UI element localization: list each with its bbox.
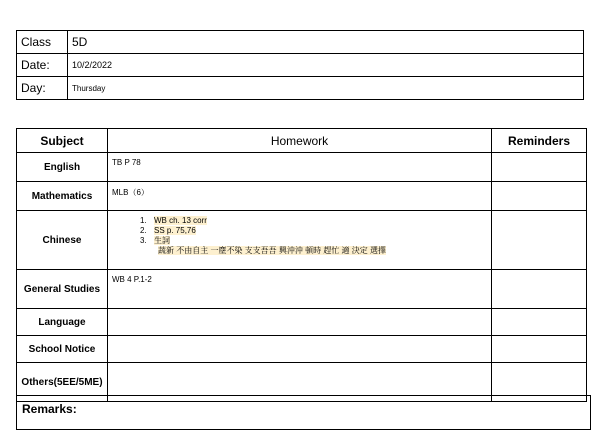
table-row bbox=[17, 153, 587, 182]
class-row bbox=[17, 31, 584, 54]
table-row bbox=[17, 336, 587, 363]
list-number: 1. bbox=[140, 216, 147, 225]
list-item bbox=[140, 236, 491, 246]
list-item-text: WB ch. 13 corr bbox=[154, 216, 207, 225]
class-label: Class bbox=[17, 31, 68, 54]
remarks-label: Remarks: bbox=[22, 402, 77, 416]
subject-general-studies: General Studies bbox=[17, 270, 108, 309]
list-number: 3. bbox=[140, 236, 147, 245]
table-row bbox=[17, 211, 587, 270]
subject-school-notice: School Notice bbox=[17, 336, 108, 363]
subject-mathematics: Mathematics bbox=[17, 182, 108, 211]
day-label: Day: bbox=[17, 77, 68, 100]
homework-mathematics[interactable]: MLB（6） bbox=[108, 182, 492, 211]
day-value: Thursday bbox=[68, 77, 584, 100]
day-row bbox=[17, 77, 584, 100]
date-row bbox=[17, 54, 584, 77]
reminder-mathematics[interactable] bbox=[492, 182, 587, 211]
table-row bbox=[17, 270, 587, 309]
reminder-language[interactable] bbox=[492, 309, 587, 336]
reminder-chinese[interactable] bbox=[492, 211, 587, 270]
list-number: 2. bbox=[140, 226, 147, 235]
class-info-table bbox=[16, 30, 584, 100]
table-row bbox=[17, 309, 587, 336]
list-item-text: 生詞 bbox=[154, 236, 170, 245]
list-item bbox=[140, 226, 491, 236]
vocabulary-list: 蔬新 不由自主 一塵不染 支支吾吾 興沖沖 頓時 趕忙 適 決定 選擇 bbox=[158, 246, 387, 255]
reminder-general-studies[interactable] bbox=[492, 270, 587, 309]
homework-general-studies[interactable]: WB 4 P.1-2 bbox=[108, 270, 492, 309]
list-item bbox=[140, 216, 491, 226]
chinese-homework-list bbox=[112, 216, 491, 246]
date-value: 10/2/2022 bbox=[68, 54, 584, 77]
subject-header: Subject bbox=[17, 129, 108, 153]
reminder-english[interactable] bbox=[492, 153, 587, 182]
subject-chinese: Chinese bbox=[17, 211, 108, 270]
homework-school-notice[interactable] bbox=[108, 336, 492, 363]
remarks-box[interactable] bbox=[16, 395, 591, 430]
homework-language[interactable] bbox=[108, 309, 492, 336]
subject-others: Others(5EE/5ME) bbox=[17, 363, 108, 402]
subject-language: Language bbox=[17, 309, 108, 336]
homework-chinese[interactable] bbox=[108, 211, 492, 270]
date-label: Date: bbox=[17, 54, 68, 77]
homework-table bbox=[16, 128, 587, 402]
list-item-text: SS p. 75,76 bbox=[154, 226, 196, 235]
homework-header: Homework bbox=[108, 129, 492, 153]
homework-header-row bbox=[17, 129, 587, 153]
table-row bbox=[17, 182, 587, 211]
homework-english[interactable]: TB P 78 bbox=[108, 153, 492, 182]
reminders-header: Reminders bbox=[492, 129, 587, 153]
reminder-school-notice[interactable] bbox=[492, 336, 587, 363]
subject-english: English bbox=[17, 153, 108, 182]
class-value: 5D bbox=[68, 31, 584, 54]
